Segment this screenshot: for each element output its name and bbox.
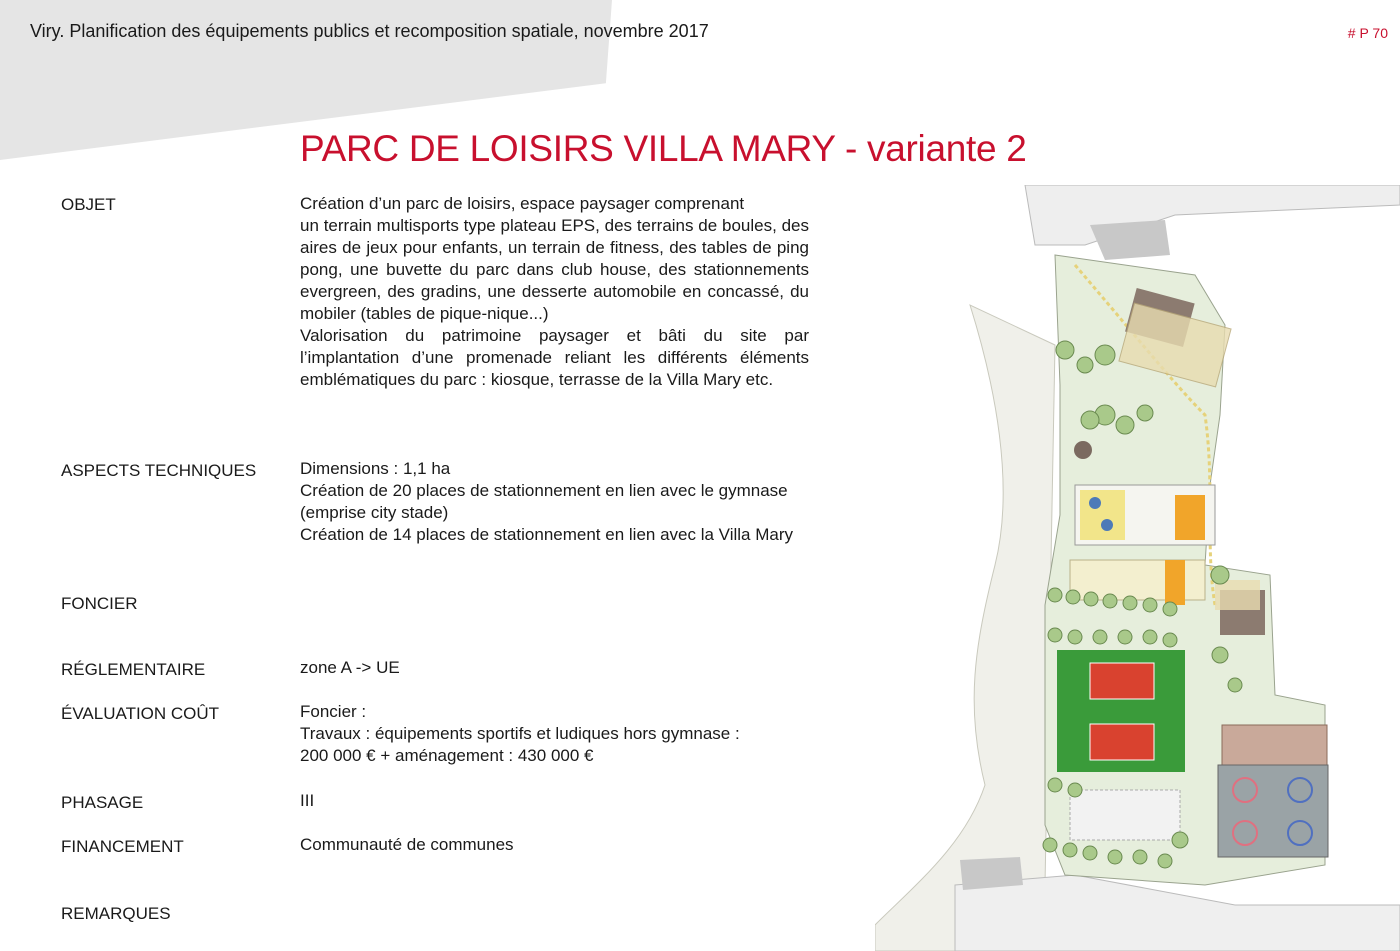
court-1-inner [1090,663,1154,699]
value-evaluation-cout [300,701,809,767]
bottom-road [955,875,1400,951]
court-2-inner [1090,724,1154,760]
gymnase [1222,725,1327,765]
value-objet [300,193,809,391]
play-equipment-1 [1089,497,1101,509]
label-evaluation-cout: ÉVALUATION COÛT [61,704,220,723]
road-top-entry [1090,220,1170,260]
top-road [1025,185,1400,245]
label-foncier: FONCIER [61,594,138,613]
cout-line-3: 200 000 € + aménagement : 430 000 € [300,746,594,765]
value-reglementaire: zone A -> UE [300,658,400,677]
cout-line-1: Foncier : [300,702,367,721]
label-aspects-techniques: ASPECTS TECHNIQUES [61,461,257,480]
value-aspects-techniques [300,458,809,546]
label-reglementaire: RÉGLEMENTAIRE [61,660,206,679]
label-financement: FINANCEMENT [61,837,184,856]
aspects-line-1: Dimensions : 1,1 ha [300,459,451,478]
label-remarques: REMARQUES [61,904,171,923]
value-phasage: III [300,791,315,810]
play-equipment-2 [1101,519,1113,531]
objet-line-1: Création d’un parc de loisirs, espace paysager comprenant [300,194,745,213]
site-plan-illustration [875,185,1400,951]
label-phasage: PHASAGE [61,793,144,812]
page-number: # P 70 [1347,25,1388,41]
objet-line-3: Valorisation du patrimoine paysager et bâti du site par l’implantation d’une promenade reliant les différents éléments emblématiques du parc : kiosque, terrasse de la Villa Mary etc. [300,326,809,389]
parking-bottom [1070,790,1180,840]
play-orange [1175,495,1205,540]
gradins [1165,560,1185,605]
play-yellow-1 [1080,490,1125,540]
aspects-line-3: Création de 14 places de stationnement en lien avec la Villa Mary [300,525,793,544]
document-title: Viry. Planification des équipements publics et recomposition spatiale, novembre 2017 [30,21,709,41]
cout-line-2: Travaux : équipements sportifs et ludiques hors gymnase : [300,724,740,743]
aspects-line-2: Création de 20 places de stationnement en lien avec le gymnase (emprise city stade) [300,481,788,522]
multisport-court [1218,765,1328,857]
road-bottom-entry [960,857,1023,890]
kiosque [1074,441,1092,459]
page-title: PARC DE LOISIRS VILLA MARY - variante 2 [300,128,1027,169]
label-objet: OBJET [61,195,116,214]
embankment [875,305,1055,951]
club-house-terrace [1215,580,1260,610]
value-financement: Communauté de communes [300,835,514,854]
objet-line-2: un terrain multisports type plateau EPS, des terrains de boules, des aires de jeux pour enfants, un terrain de fitness, des tables de ping pong, une buvette du parc dans club house, des stationnements evergreen, des gradins, une desserte automobile en concassé, du mobiler (tables de pique-nique...) [300,216,809,323]
